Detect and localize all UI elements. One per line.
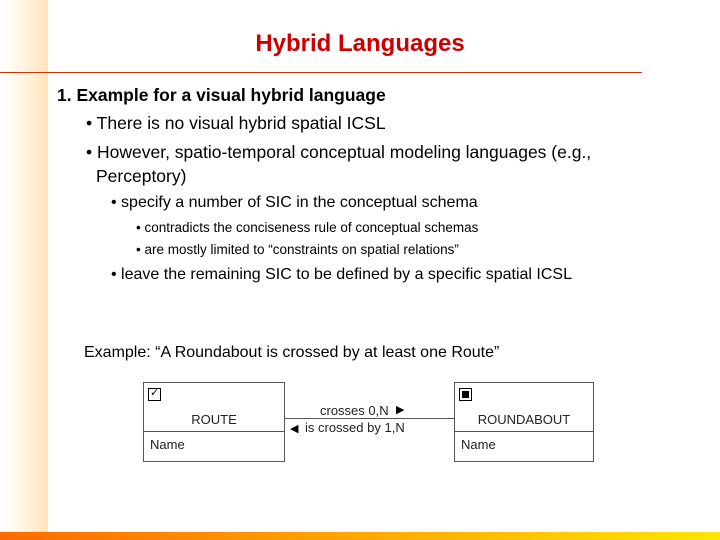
section-heading: 1. Example for a visual hybrid language	[57, 85, 386, 105]
bullet-1: • There is no visual hybrid spatial ICSL	[86, 113, 386, 133]
route-entity-name: ROUTE	[191, 412, 237, 427]
route-attribute: Name	[150, 437, 185, 452]
bullet-2-continued: Perceptory)	[96, 166, 187, 186]
er-diagram	[140, 380, 595, 465]
roundabout-entity	[454, 382, 594, 462]
left-decor-strip	[0, 0, 48, 540]
sub-bullet-2: • leave the remaining SIC to be defined by a specific spatial ICSL	[111, 266, 572, 283]
route-entity	[143, 382, 285, 462]
example-caption: Example: “A Roundabout is crossed by at least one Route”	[84, 344, 500, 361]
arrow-left-icon: ◀	[290, 423, 299, 435]
relationship-line	[284, 418, 454, 419]
line-check-icon: ✓	[150, 387, 160, 399]
sub-sub-bullet-1: • contradicts the conciseness rule of conceptual schemas	[136, 220, 479, 235]
arrow-right-icon: ▶	[396, 404, 405, 416]
title-underline	[0, 72, 642, 73]
roundabout-entity-name: ROUNDABOUT	[477, 412, 571, 427]
relation-forward-label: crosses 0,N	[320, 403, 389, 418]
sub-sub-bullet-2: • are mostly limited to “constraints on spatial relations”	[136, 242, 459, 257]
filled-square-icon	[459, 388, 472, 401]
roundabout-attribute: Name	[461, 437, 496, 452]
bottom-accent-bar	[0, 532, 720, 540]
bullet-2: • However, spatio-temporal conceptual modeling languages (e.g.,	[86, 142, 592, 162]
sub-bullet-1: • specify a number of SIC in the conceptual schema	[111, 194, 478, 211]
slide-title: Hybrid Languages	[255, 30, 465, 57]
relation-backward-label: is crossed by 1,N	[305, 420, 405, 435]
